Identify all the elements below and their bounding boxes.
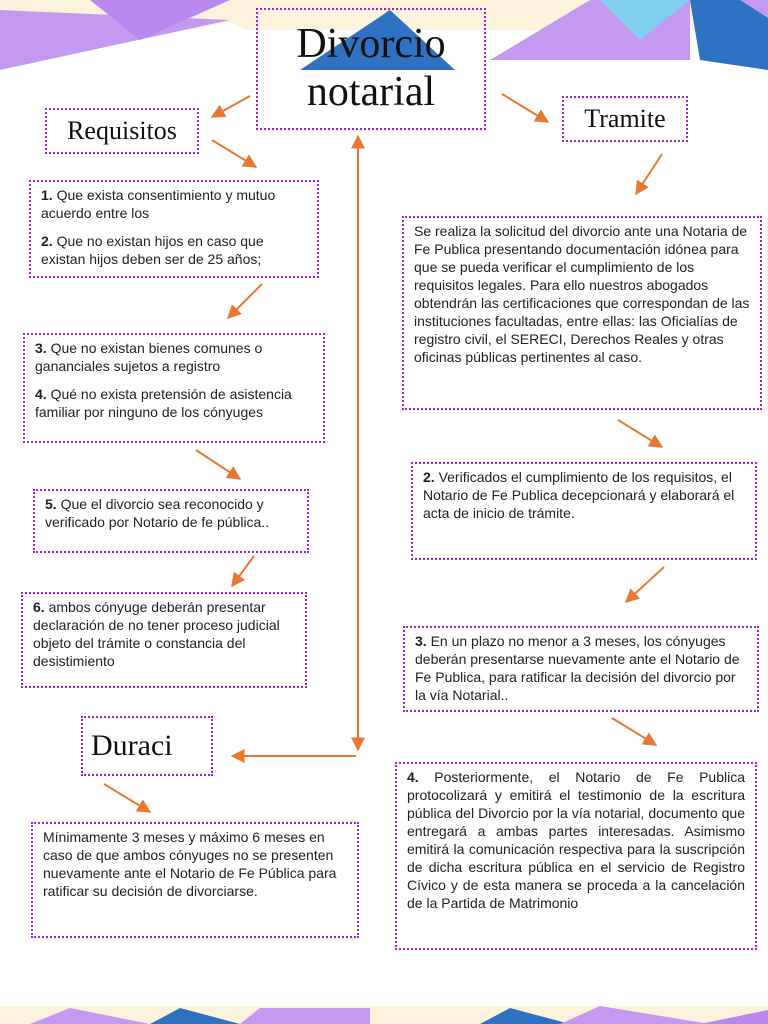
heading-tramite-label: Tramite [584,104,666,133]
requisitos-box-1 [29,180,319,278]
duracion-box [31,822,359,938]
title-line-1: Divorcio [296,21,446,67]
title-line-2: notarial [306,69,436,115]
deco-purple-bottom-2 [240,1008,370,1024]
title-box [256,8,486,130]
tramite-step-3-text: 3. En un plazo no menor a 3 meses, los cónyuges deberán presentarse nuevamente ante el Notario de Fe Publica, para ratificar la decisión del divorcio por la vía Notarial.. [415,633,740,703]
heading-tramite [562,96,688,142]
requisito-6: 6. ambos cónyuge deberán presentar declaración de no tener proceso judicial objeto del trámite o constancia del desistimiento [33,599,280,669]
deco-blue-top-right [690,0,768,70]
requisito-2: 2. Que no existan hijos en caso que existan hijos deben ser de 25 años; [41,233,264,267]
heading-duracion-label: Duraci [91,729,173,762]
tramite-step-1 [402,216,762,410]
requisitos-box-2 [23,333,325,443]
tramite-step-2-text: 2. Verificados el cumplimiento de los requisitos, el Notario de Fe Publica decepcionará y elaborará el acta de inicio de trámite. [423,469,735,521]
tramite-step-4 [395,762,757,950]
requisitos-box-3 [33,489,309,553]
heading-requisitos-label: Requisitos [67,116,177,145]
requisito-4: 4. Qué no exista pretensión de asistencia familiar por ninguno de los cónyuges [35,386,292,420]
page-title [258,20,484,116]
heading-requisitos [45,108,199,154]
requisitos-box-4 [21,592,307,688]
tramite-step-4-text: 4. Posteriormente, el Notario de Fe Publica protocolizará y emitirá el testimonio de la escritura pública del Divorcio por la vía notarial, documento que entregará a ambas partes interesadas. Asimismo emitirá la comunicación respectiva para la suscripción de dicha escritura pública en el servicio de Registro Cívico y de esta manera se proceda a la cancelación de la Partida de Matrimonio [407,769,745,911]
tramite-step-3 [403,626,759,712]
requisito-1: 1. Que exista consentimiento y mutuo acuerdo entre los [41,187,276,221]
tramite-step-2 [411,462,757,560]
tramite-step-1-text: Se realiza la solicitud del divorcio ante una Notaria de Fe Publica presentando documentación idónea para que se pueda verificar el cumplimiento de los requisitos legales. Para ello nuestros abogados obtendrán las certificaciones que correspondan de las instituciones facultadas, entre ellas: las Oficialías de registro civil, el SERECI, Derechos Reales y otras oficinas públicas pertinentes al caso. [414,223,750,365]
requisito-3: 3. Que no existan bienes comunes o gananciales sujetos a registro [35,340,263,374]
heading-duracion [81,716,213,776]
requisito-5: 5. Que el divorcio sea reconocido y verificado por Notario de fe pública.. [45,496,270,530]
duracion-text: Mínimamente 3 meses y máximo 6 meses en caso de que ambos cónyuges no se presenten nuevamente ante el Notario de Fe Pública para ratificar su decisión de divorciarse. [43,829,337,899]
